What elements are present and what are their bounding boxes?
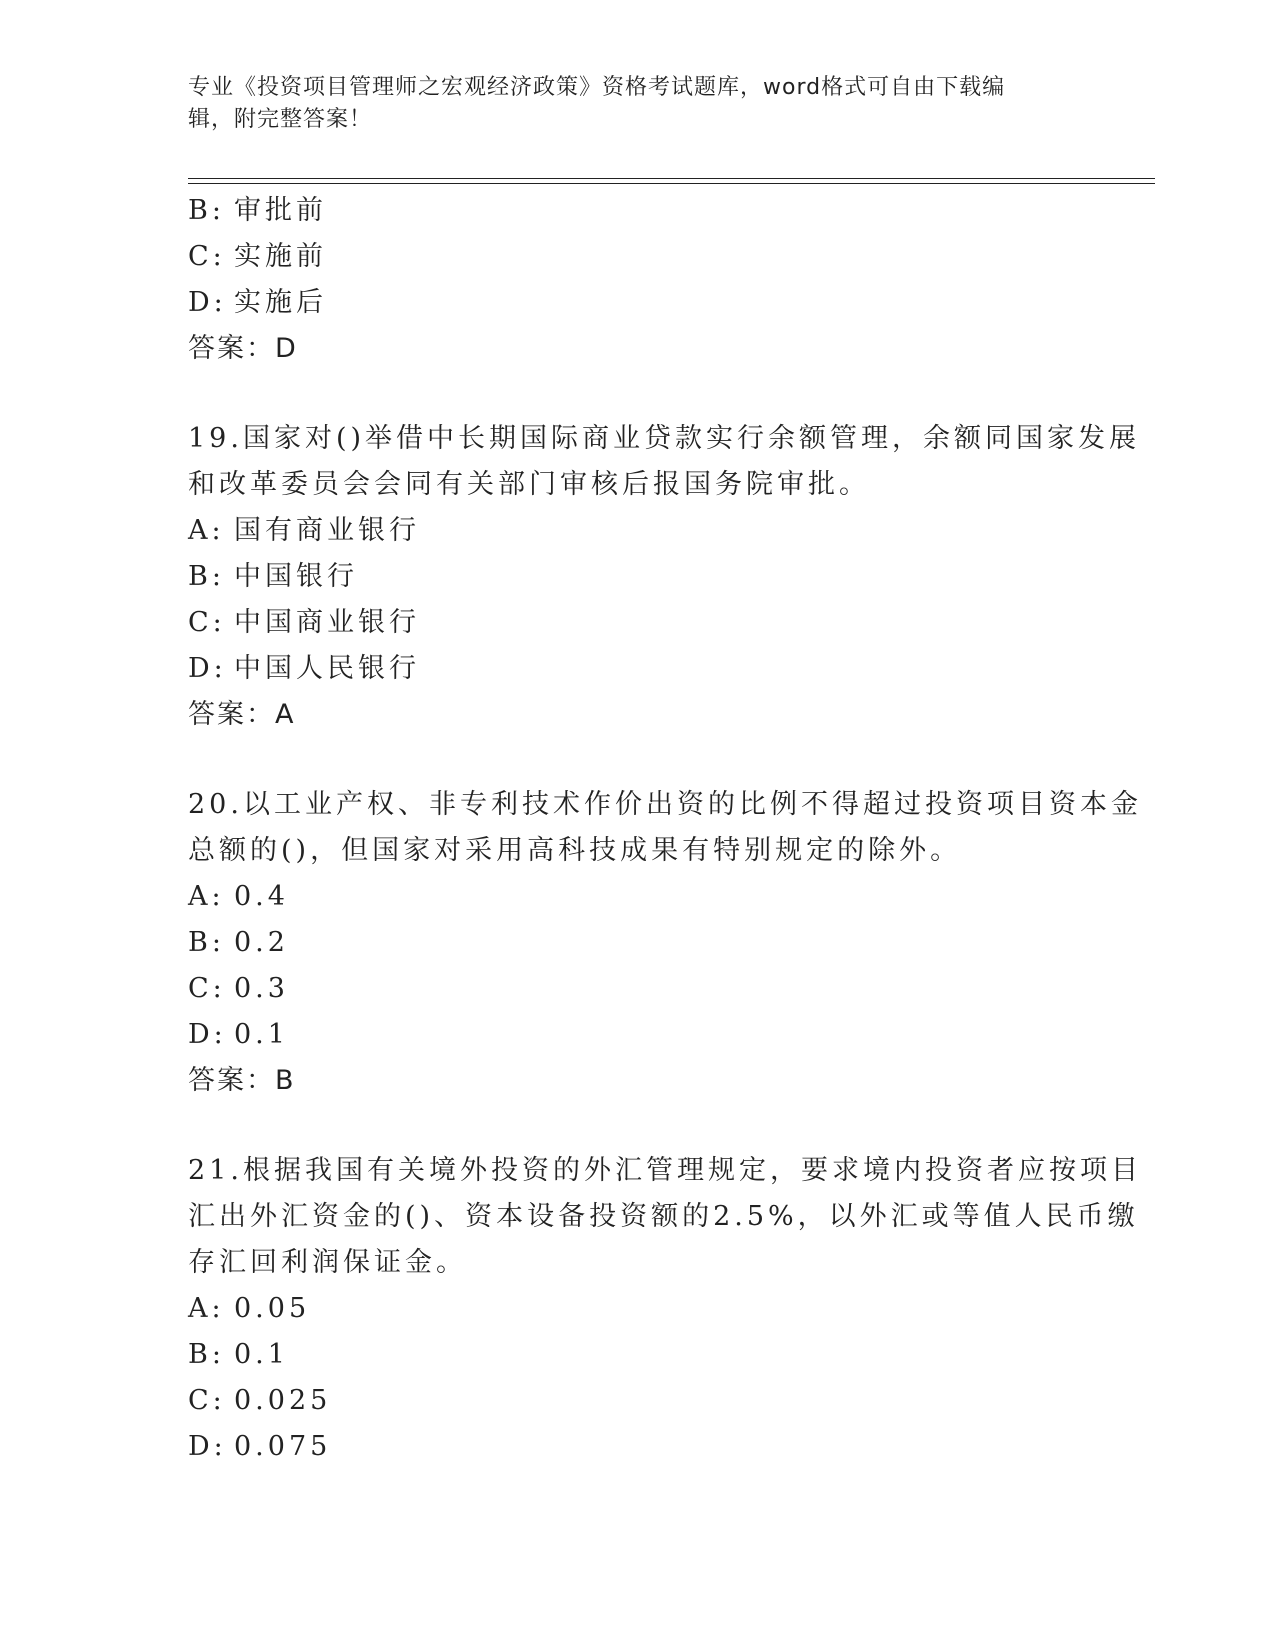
option-b: B: 中国银行 [188,561,358,592]
option-d: D: 实施后 [188,287,327,318]
option-a: A: 国有商业银行 [188,515,420,546]
option-c: C: 实施前 [188,241,327,272]
spacer [188,1104,1088,1148]
answer-line: 答案：A [188,699,296,730]
question-text-line: 21.根据我国有关境外投资的外汇管理规定，要求境内投资者应按项目 [188,1155,1142,1186]
answer-line: 答案：B [188,1065,296,1096]
header-divider-top [188,178,1155,179]
question-20 [188,782,1142,1104]
option-b: B: 审批前 [188,195,327,226]
question-text-line: 和改革委员会会同有关部门审核后报国务院审批。 [188,469,870,500]
question-text-line: 存汇回利润保证金。 [188,1247,467,1278]
prev-question-block [188,188,1088,372]
spacer [188,738,1088,782]
question-text-line: 汇出外汇资金的()、资本设备投资额的2.5%，以外汇或等值人民币缴 [188,1201,1139,1232]
question-text-line: 19.国家对()举借中长期国际商业贷款实行余额管理，余额同国家发展 [188,423,1141,454]
option-c: C: 0.025 [188,1385,332,1416]
spacer [188,372,1088,416]
option-a: A: 0.4 [188,881,289,912]
question-21 [188,1148,1142,1470]
option-c: C: 0.3 [188,973,289,1004]
option-d: D: 0.1 [188,1019,289,1050]
option-d: D: 0.075 [188,1431,332,1462]
question-19 [188,416,1141,738]
header-divider-bottom [188,183,1155,184]
option-b: B: 0.1 [188,1339,289,1370]
header-line-2: 辑，附完整答案！ [188,107,373,132]
question-text-line: 20.以工业产权、非专利技术作价出资的比例不得超过投资项目资本金 [188,789,1142,820]
question-text-line: 总额的()，但国家对采用高科技成果有特别规定的除外。 [188,835,962,866]
document-header [188,72,1068,136]
answer-line: 答案：D [188,333,298,364]
question-content [188,188,1142,1470]
option-a: A: 0.05 [188,1293,311,1324]
header-line-1: 专业《投资项目管理师之宏观经济政策》资格考试题库，word格式可自由下载编 [188,75,1006,100]
option-c: C: 中国商业银行 [188,607,420,638]
option-d: D: 中国人民银行 [188,653,420,684]
option-b: B: 0.2 [188,927,289,958]
